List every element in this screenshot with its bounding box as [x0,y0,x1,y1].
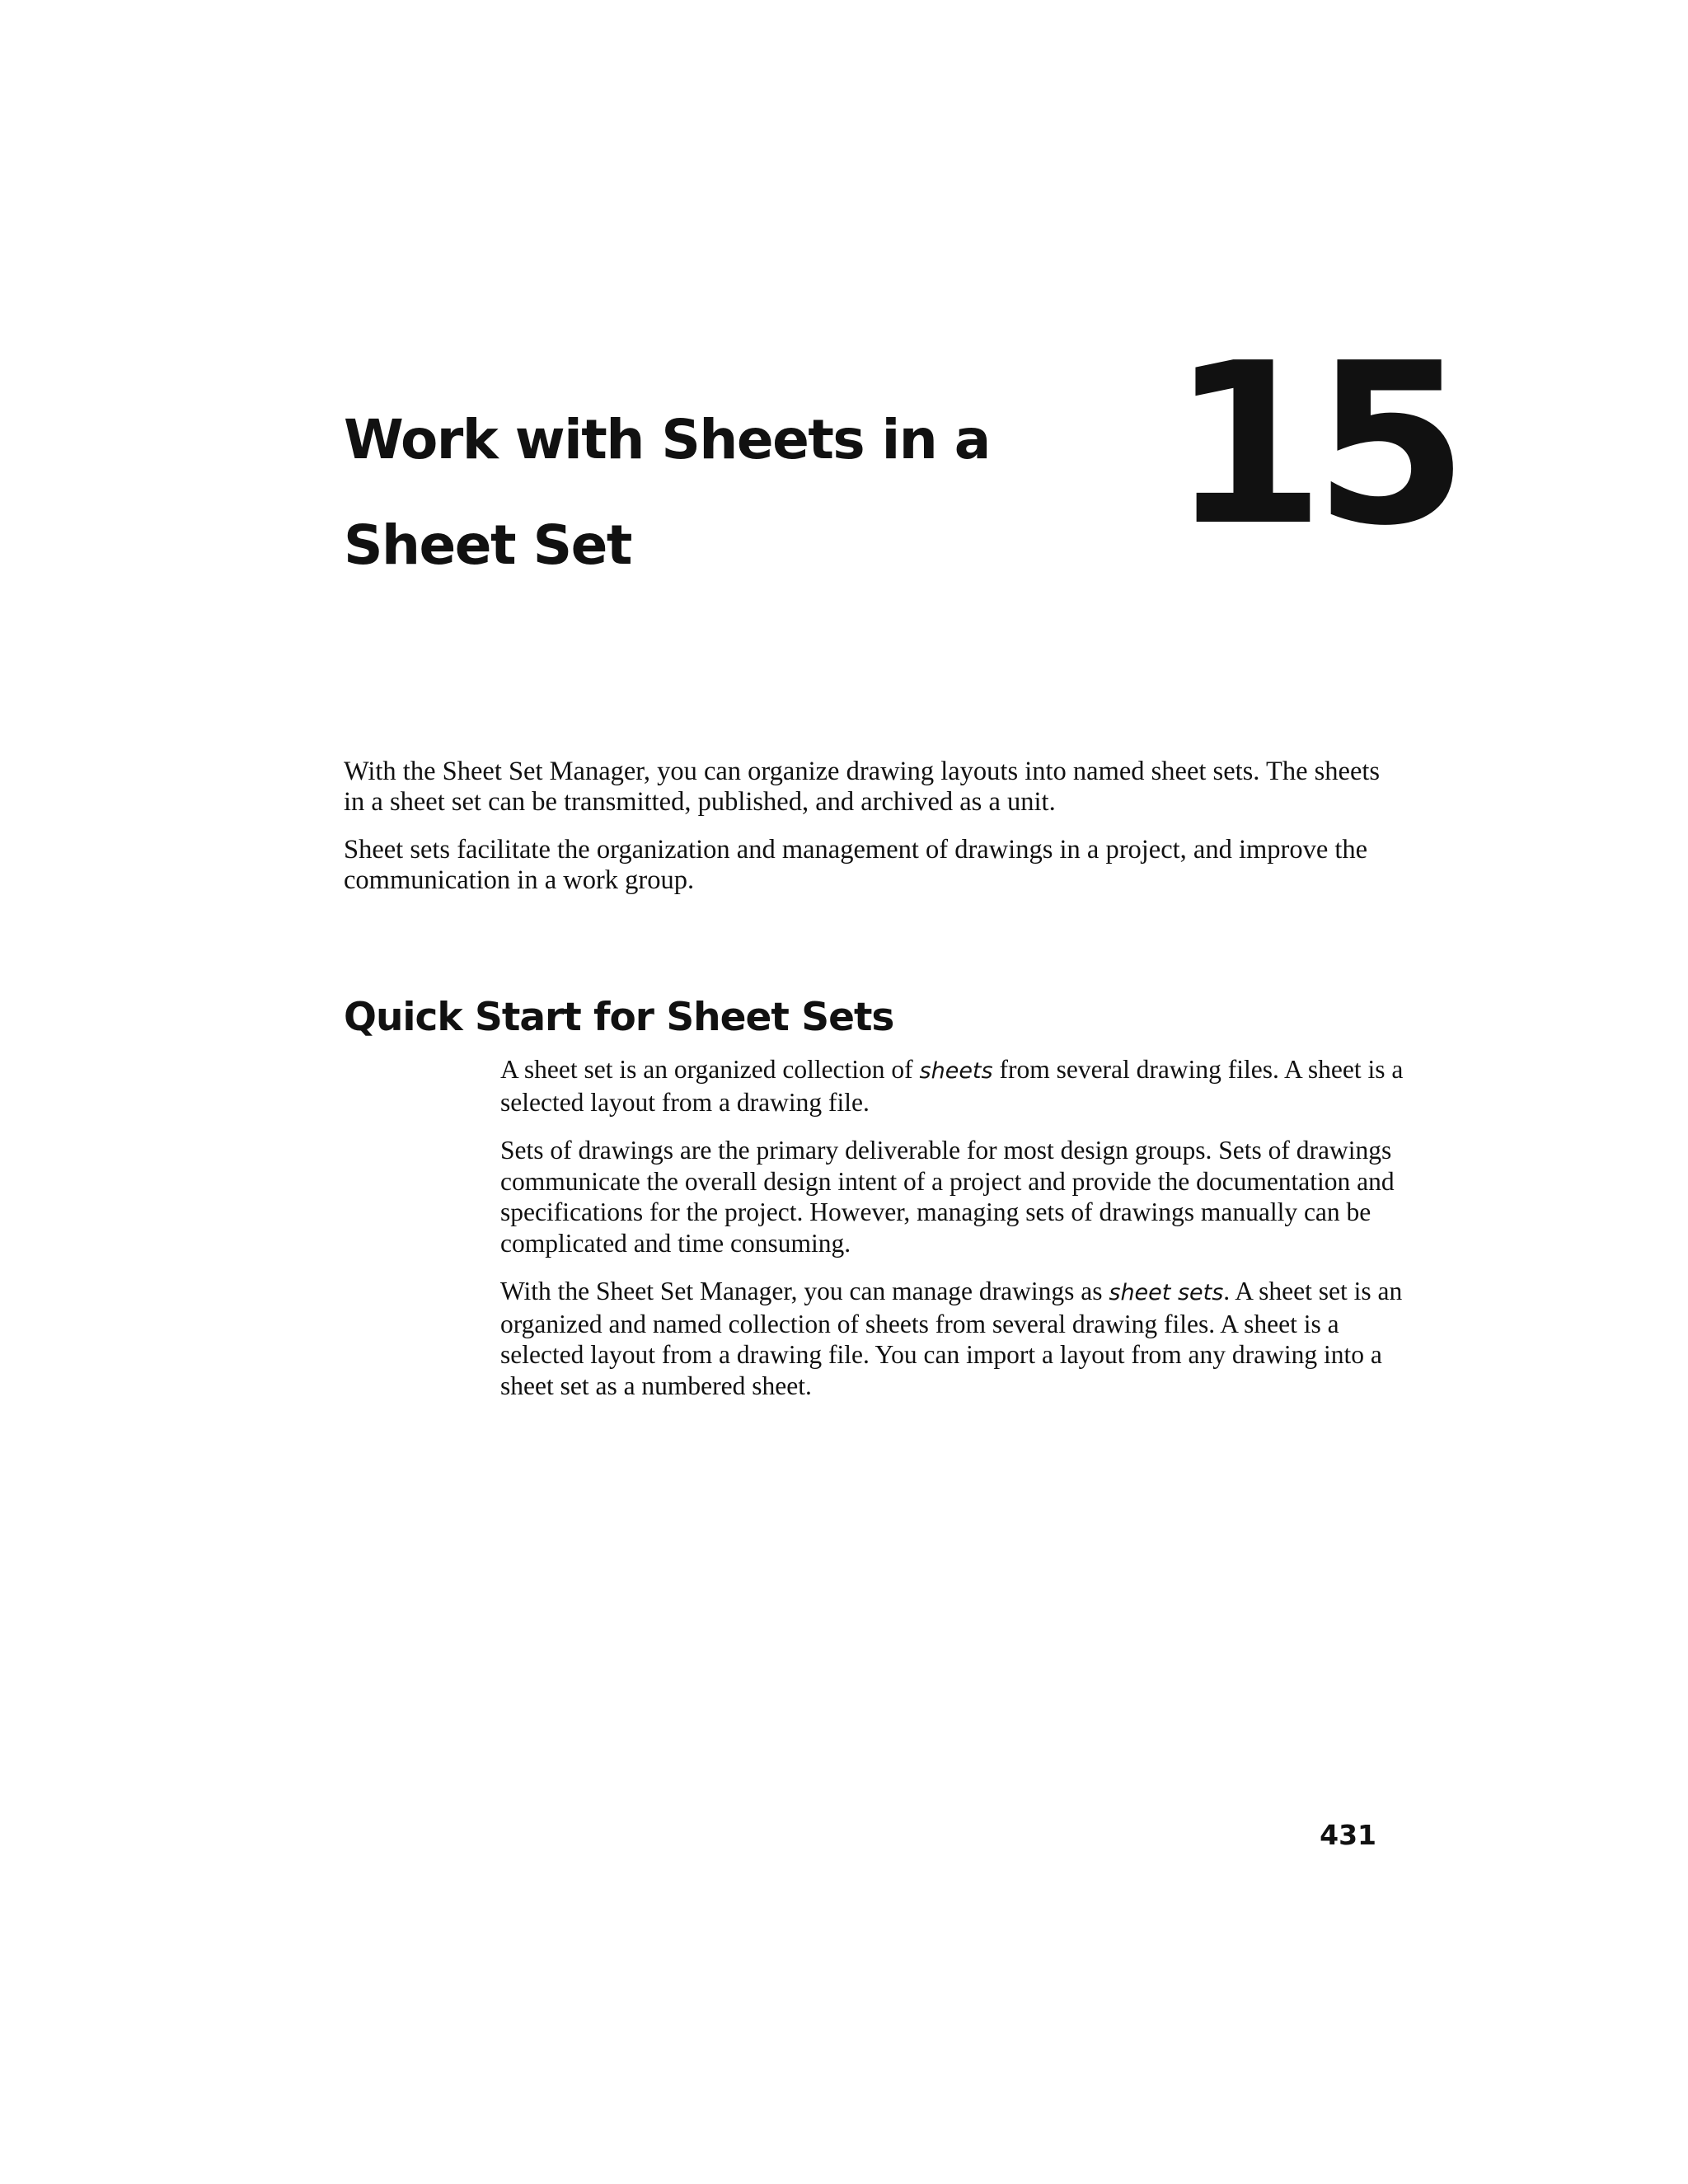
chapter-number: 15 [1170,315,1457,574]
chapter-title [344,387,1020,598]
emphasis-term: sheets [919,1058,993,1084]
chapter-title-line-1: Work with Sheets in a [344,408,990,471]
page-number: 431 [1320,1819,1376,1851]
chapter-title-line-2: Sheet Set [344,513,631,577]
paragraph-text: from several drawing files. A sheet is a selected layout from a drawing file. [500,1055,1404,1117]
intro-section [344,757,1407,913]
paragraph-text: With the Sheet Set Manager, you can manage drawings as [500,1277,1109,1305]
intro-paragraph-1: With the Sheet Set Manager, you can organize drawing layouts into named sheet sets. The sheets in a sheet set can be transmitted, published, and archived as a unit. [344,757,1381,817]
section-paragraph-3 [500,1276,1407,1401]
section-heading: Quick Start for Sheet Sets [344,995,894,1040]
paragraph-text: . A sheet set is an organized and named collection of sheets from several drawing files. A sheet is a selected layout from a drawing file. You can import a layout from any drawing into a sheet set as a numbered sheet. [500,1277,1403,1400]
emphasis-term: sheet sets [1109,1280,1224,1305]
section-paragraph-2: Sets of drawings are the primary deliverable for most design groups. Sets of drawings communicate the overall design intent of a project and provide the documentation and specifications for the project. However, managing sets of drawings manually can be complicated and time consuming. [500,1136,1395,1258]
section-paragraph-1 [500,1054,1407,1118]
section-body [500,1054,1407,1418]
intro-paragraph-2: Sheet sets facilitate the organization and management of drawings in a project, and improve the communication in a work group. [344,835,1368,895]
paragraph-text: A sheet set is an organized collection of [500,1055,920,1084]
